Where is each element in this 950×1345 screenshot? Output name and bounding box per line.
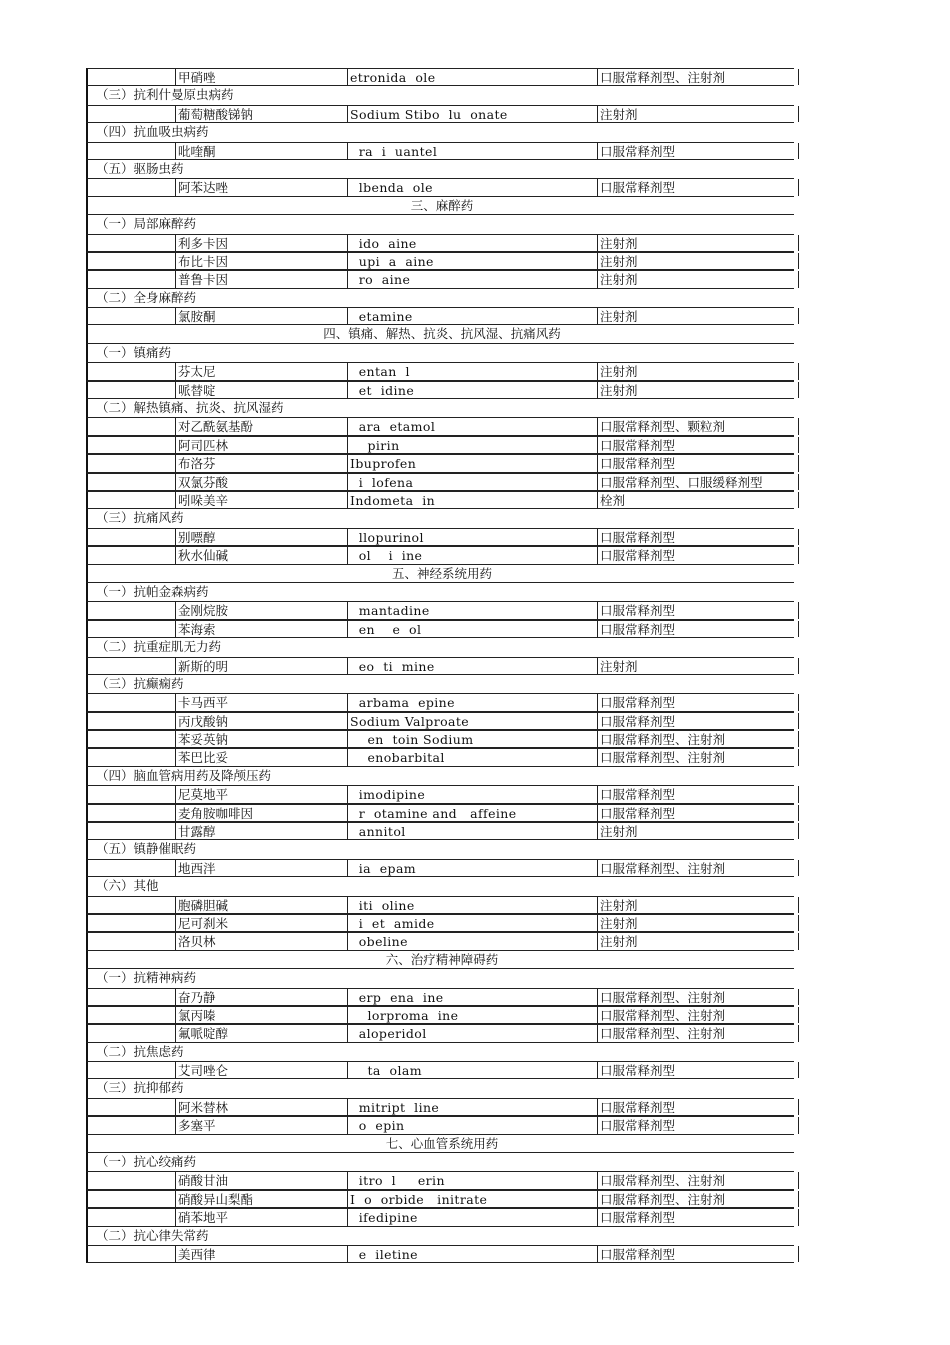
drug-row: [86, 693, 794, 711]
drug-row: [86, 307, 794, 325]
drug-name-cell: 葡萄糖酸锑钠: [175, 106, 348, 122]
drug-name-cell: 阿司匹林: [175, 437, 348, 453]
subcategory-row: [86, 969, 794, 987]
drug-row: [86, 546, 794, 564]
subcategory-label: （三）抗利什曼原虫病药: [96, 87, 234, 103]
dosage-form-cell: 口服常释剂型: [597, 805, 799, 821]
subcategory-label: （三）抗癫痫药: [96, 675, 184, 691]
english-name-cell: en e ol: [347, 621, 598, 637]
subcategory-label: （一）局部麻醉药: [96, 216, 197, 232]
dosage-form-cell: 口服常释剂型、注射剂: [597, 69, 799, 85]
dosage-form-cell: 口服常释剂型、注射剂: [597, 1025, 799, 1041]
english-name-cell: i et amide: [347, 915, 598, 931]
subcategory-label: （二）抗焦虑药: [96, 1043, 184, 1059]
english-name-cell: ara etamol: [347, 418, 598, 434]
english-name-cell: i lofena: [347, 474, 598, 490]
dosage-form-cell: 口服常释剂型、注射剂: [597, 1191, 799, 1207]
drug-row: [86, 1171, 794, 1189]
english-name-cell: r otamine and affeine: [347, 805, 598, 821]
drug-name-cell: 苯巴比妥: [175, 749, 348, 765]
dosage-form-cell: 口服常释剂型: [597, 1209, 799, 1225]
section-heading: 七、心血管系统用药: [385, 1135, 499, 1151]
subcategory-label: （一）抗帕金森病药: [96, 583, 209, 599]
subcategory-row: [86, 1227, 794, 1245]
subcategory-label: （二）解热镇痛、抗炎、抗风湿药: [96, 400, 284, 416]
drug-name-cell: 奋乃静: [175, 989, 348, 1005]
drug-name-cell: 多塞平: [175, 1117, 348, 1133]
dosage-form-cell: 口服常释剂型、注射剂: [597, 749, 799, 765]
subcategory-label: （五）镇静催眠药: [96, 841, 197, 857]
english-name-cell: arbama epine: [347, 694, 598, 710]
dosage-form-cell: 注射剂: [597, 253, 799, 269]
subcategory-row: [86, 86, 794, 104]
drug-row: [86, 473, 794, 491]
subcategory-row: [86, 1153, 794, 1171]
drug-row: [86, 105, 794, 123]
drug-row: [86, 1061, 794, 1079]
dosage-form-cell: 口服常释剂型、注射剂: [597, 860, 799, 876]
drug-name-cell: 美西律: [175, 1246, 348, 1262]
dosage-form-cell: 口服常释剂型: [597, 547, 799, 563]
dosage-form-cell: 口服常释剂型: [597, 455, 799, 471]
subcategory-row: [86, 767, 794, 785]
dosage-form-cell: 口服常释剂型: [597, 621, 799, 637]
subcategory-row: [86, 1079, 794, 1097]
dosage-form-cell: 注射剂: [597, 933, 799, 949]
section-heading: 三、麻醉药: [410, 197, 474, 213]
drug-name-cell: 尼可刹米: [175, 915, 348, 931]
drug-name-cell: 甲硝唑: [175, 69, 348, 85]
drug-row: [86, 620, 794, 638]
subcategory-label: （一）抗精神病药: [96, 970, 197, 986]
drug-name-cell: 吲哚美辛: [175, 492, 348, 508]
english-name-cell: Sodium Valproate: [347, 713, 598, 729]
subcategory-label: （一）镇痛药: [96, 344, 172, 360]
english-name-cell: Indometa in: [347, 492, 598, 508]
dosage-form-cell: 注射剂: [597, 897, 799, 913]
drug-name-cell: 甘露醇: [175, 823, 348, 839]
drug-row: [86, 528, 794, 546]
dosage-form-cell: 注射剂: [597, 658, 799, 674]
drug-name-cell: 阿米替林: [175, 1099, 348, 1115]
drug-row: [86, 436, 794, 454]
english-name-cell: etronida ole: [347, 69, 598, 85]
drug-row: [86, 712, 794, 730]
dosage-form-cell: 口服常释剂型: [597, 602, 799, 618]
drug-row: [86, 1024, 794, 1042]
drug-name-cell: 金刚烷胺: [175, 602, 348, 618]
english-name-cell: imodipine: [347, 786, 598, 802]
subcategory-label: （五）驱肠虫药: [96, 160, 184, 176]
drug-name-cell: 丙戊酸钠: [175, 713, 348, 729]
drug-row: [86, 785, 794, 803]
english-name-cell: lorproma ine: [347, 1007, 598, 1023]
dosage-form-cell: 口服常释剂型: [597, 786, 799, 802]
english-name-cell: pirin: [347, 437, 598, 453]
dosage-form-cell: 栓剂: [597, 492, 799, 508]
drug-row: [86, 68, 794, 86]
drug-name-cell: 布比卡因: [175, 253, 348, 269]
drug-name-cell: 尼莫地平: [175, 786, 348, 802]
drug-name-cell: 氯丙嗪: [175, 1007, 348, 1023]
english-name-cell: iti oline: [347, 897, 598, 913]
dosage-form-cell: 口服常释剂型: [597, 1099, 799, 1115]
drug-name-cell: 阿苯达唑: [175, 179, 348, 195]
english-name-cell: ido aine: [347, 235, 598, 251]
drug-row: [86, 234, 794, 252]
drug-name-cell: 双氯芬酸: [175, 474, 348, 490]
subcategory-label: （三）抗抑郁药: [96, 1080, 184, 1096]
drug-name-cell: 普鲁卡因: [175, 271, 348, 287]
dosage-form-cell: 注射剂: [597, 823, 799, 839]
subcategory-row: [86, 877, 794, 895]
drug-row: [86, 178, 794, 196]
english-name-cell: entan l: [347, 363, 598, 379]
drug-row: [86, 730, 794, 748]
english-name-cell: ia epam: [347, 860, 598, 876]
drug-name-cell: 对乙酰氨基酚: [175, 418, 348, 434]
dosage-form-cell: 注射剂: [597, 915, 799, 931]
english-name-cell: ro aine: [347, 271, 598, 287]
english-name-cell: ol i ine: [347, 547, 598, 563]
drug-name-cell: 艾司唑仑: [175, 1062, 348, 1078]
subcategory-row: [86, 289, 794, 307]
subcategory-row: [86, 638, 794, 656]
dosage-form-cell: 注射剂: [597, 363, 799, 379]
dosage-form-cell: 口服常释剂型、注射剂: [597, 989, 799, 1005]
drug-name-cell: 利多卡因: [175, 235, 348, 251]
english-name-cell: et idine: [347, 382, 598, 398]
section-heading: 四、镇痛、解热、抗炎、抗风湿、抗痛风药: [323, 326, 561, 342]
drug-row: [86, 1006, 794, 1024]
drug-row: [86, 1208, 794, 1226]
english-name-cell: I o orbide initrate: [347, 1191, 598, 1207]
english-name-cell: Ibuprofen: [347, 455, 598, 471]
drug-name-cell: 哌替啶: [175, 382, 348, 398]
english-name-cell: Sodium Stibo lu onate: [347, 106, 598, 122]
drug-row: [86, 454, 794, 472]
subcategory-label: （四）抗血吸虫病药: [96, 124, 209, 140]
english-name-cell: o epin: [347, 1117, 598, 1133]
subcategory-row: [86, 509, 794, 527]
english-name-cell: ifedipine: [347, 1209, 598, 1225]
english-name-cell: ra i uantel: [347, 143, 598, 159]
drug-row: [86, 822, 794, 840]
section-heading-row: [86, 951, 794, 969]
drug-name-cell: 硝酸甘油: [175, 1172, 348, 1188]
english-name-cell: mantadine: [347, 602, 598, 618]
english-name-cell: llopurinol: [347, 529, 598, 545]
english-name-cell: annitol: [347, 823, 598, 839]
english-name-cell: e iletine: [347, 1246, 598, 1262]
drug-name-cell: 别嘌醇: [175, 529, 348, 545]
drug-name-cell: 硝苯地平: [175, 1209, 348, 1225]
drug-row: [86, 932, 794, 950]
subcategory-row: [86, 123, 794, 141]
dosage-form-cell: 口服常释剂型: [597, 1117, 799, 1133]
drug-name-cell: 苯妥英钠: [175, 731, 348, 747]
subcategory-row: [86, 399, 794, 417]
dosage-form-cell: 注射剂: [597, 382, 799, 398]
drug-name-cell: 吡喹酮: [175, 143, 348, 159]
drug-row: [86, 1245, 794, 1263]
dosage-form-cell: 口服常释剂型: [597, 1246, 799, 1262]
drug-name-cell: 秋水仙碱: [175, 547, 348, 563]
drug-name-cell: 新斯的明: [175, 658, 348, 674]
dosage-form-cell: 口服常释剂型、注射剂: [597, 731, 799, 747]
section-heading-row: [86, 565, 794, 583]
drug-row: [86, 270, 794, 288]
drug-name-cell: 硝酸异山梨酯: [175, 1191, 348, 1207]
dosage-form-cell: 口服常释剂型、口服缓释剂型: [597, 474, 799, 490]
dosage-form-cell: 口服常释剂型: [597, 143, 799, 159]
section-heading-row: [86, 197, 794, 215]
subcategory-row: [86, 675, 794, 693]
drug-row: [86, 748, 794, 766]
subcategory-label: （三）抗痛风药: [96, 510, 184, 526]
english-name-cell: ta olam: [347, 1062, 598, 1078]
dosage-form-cell: 注射剂: [597, 308, 799, 324]
english-name-cell: mitript line: [347, 1099, 598, 1115]
subcategory-row: [86, 583, 794, 601]
dosage-form-cell: 口服常释剂型: [597, 179, 799, 195]
drug-row: [86, 914, 794, 932]
section-heading: 六、治疗精神障碍药: [385, 951, 499, 967]
drug-name-cell: 氟哌啶醇: [175, 1025, 348, 1041]
dosage-form-cell: 口服常释剂型: [597, 437, 799, 453]
drug-row: [86, 859, 794, 877]
dosage-form-cell: 注射剂: [597, 235, 799, 251]
drug-name-cell: 氯胺酮: [175, 308, 348, 324]
dosage-form-cell: 注射剂: [597, 106, 799, 122]
section-heading: 五、神经系统用药: [391, 565, 492, 581]
drug-row: [86, 657, 794, 675]
subcategory-label: （二）抗心律失常药: [96, 1227, 209, 1243]
section-heading-row: [86, 1135, 794, 1153]
subcategory-row: [86, 344, 794, 362]
drug-row: [86, 896, 794, 914]
english-name-cell: itro l erin: [347, 1172, 598, 1188]
section-heading-row: [86, 325, 794, 343]
subcategory-label: （四）脑血管病用药及降颅压药: [96, 767, 272, 783]
drug-row: [86, 491, 794, 509]
drug-row: [86, 1098, 794, 1116]
english-name-cell: obeline: [347, 933, 598, 949]
drug-name-cell: 麦角胺咖啡因: [175, 805, 348, 821]
drug-name-cell: 胞磷胆碱: [175, 897, 348, 913]
dosage-form-cell: 口服常释剂型: [597, 713, 799, 729]
english-name-cell: etamine: [347, 308, 598, 324]
drug-name-cell: 布洛芬: [175, 455, 348, 471]
subcategory-row: [86, 160, 794, 178]
dosage-form-cell: 注射剂: [597, 271, 799, 287]
drug-name-cell: 卡马西平: [175, 694, 348, 710]
english-name-cell: aloperidol: [347, 1025, 598, 1041]
dosage-form-cell: 口服常释剂型、注射剂: [597, 1007, 799, 1023]
subcategory-label: （六）其他: [96, 878, 159, 894]
drug-name-cell: 洛贝林: [175, 933, 348, 949]
drug-row: [86, 601, 794, 619]
subcategory-label: （二）全身麻醉药: [96, 289, 197, 305]
english-name-cell: erp ena ine: [347, 989, 598, 1005]
drug-row: [86, 142, 794, 160]
dosage-form-cell: 口服常释剂型、注射剂: [597, 1172, 799, 1188]
subcategory-row: [86, 840, 794, 858]
drug-row: [86, 1116, 794, 1134]
drug-name-cell: 苯海索: [175, 621, 348, 637]
drug-row: [86, 804, 794, 822]
english-name-cell: eo ti mine: [347, 658, 598, 674]
drug-name-cell: 地西泮: [175, 860, 348, 876]
dosage-form-cell: 口服常释剂型: [597, 694, 799, 710]
drug-row: [86, 362, 794, 380]
drug-row: [86, 1190, 794, 1208]
subcategory-label: （二）抗重症肌无力药: [96, 639, 222, 655]
english-name-cell: en toin Sodium: [347, 731, 598, 747]
english-name-cell: lbenda ole: [347, 179, 598, 195]
drug-row: [86, 988, 794, 1006]
drug-row: [86, 381, 794, 399]
dosage-form-cell: 口服常释剂型: [597, 529, 799, 545]
drug-list-table: [86, 68, 794, 1263]
dosage-form-cell: 口服常释剂型: [597, 1062, 799, 1078]
english-name-cell: upi a aine: [347, 253, 598, 269]
drug-row: [86, 417, 794, 435]
subcategory-row: [86, 215, 794, 233]
subcategory-label: （一）抗心绞痛药: [96, 1154, 197, 1170]
english-name-cell: enobarbital: [347, 749, 598, 765]
subcategory-row: [86, 1043, 794, 1061]
dosage-form-cell: 口服常释剂型、颗粒剂: [597, 418, 799, 434]
drug-row: [86, 252, 794, 270]
drug-name-cell: 芬太尼: [175, 363, 348, 379]
